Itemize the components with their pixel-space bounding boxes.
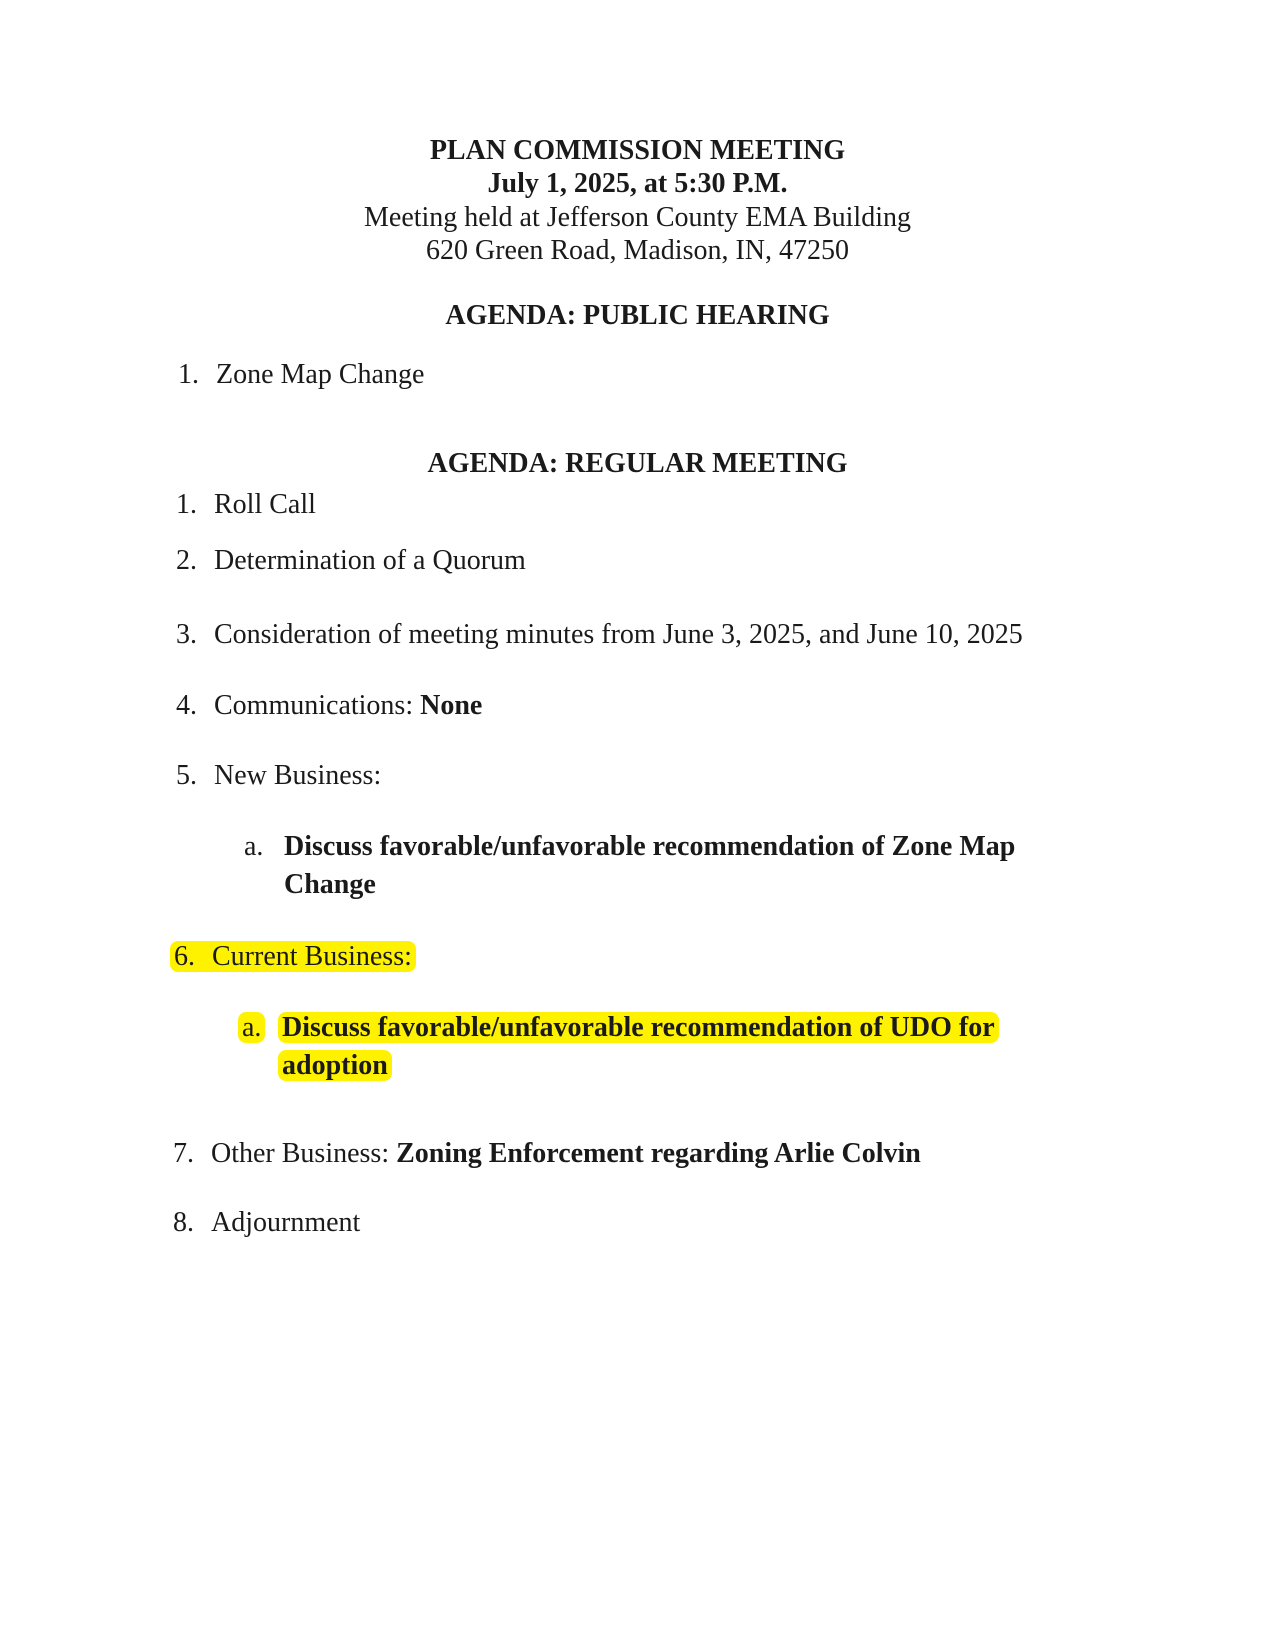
item-bold-text: Zoning Enforcement regarding Arlie Colvin: [396, 1138, 921, 1169]
item-number: 1.: [178, 359, 199, 390]
subitem-text: Discuss favorable/unfavorable recommendation of Zone Map Change: [284, 831, 1016, 900]
item-text: Consideration of meeting minutes from June 3, 2025, and June 10, 2025: [214, 619, 1023, 650]
item-text: Determination of a Quorum: [214, 545, 526, 576]
public-hearing-heading: AGENDA: PUBLIC HEARING: [445, 300, 830, 331]
regular-meeting-heading: AGENDA: REGULAR MEETING: [427, 448, 848, 479]
item-text: Communications:: [214, 690, 421, 721]
item-number: 4.: [176, 690, 197, 721]
highlight-mark: a.: [238, 1012, 265, 1043]
item-number: 3.: [176, 619, 197, 650]
subitem-text: [278, 1009, 998, 1085]
subitem-letter: [238, 1009, 265, 1047]
meeting-title: PLAN COMMISSION MEETING: [429, 135, 846, 166]
item-number: 1.: [176, 489, 197, 520]
public-hearing-item: [178, 358, 424, 392]
agenda-item-adjournment: [173, 1206, 360, 1240]
current-business-subitem: [238, 1009, 1058, 1089]
item-number: 8.: [173, 1207, 194, 1238]
agenda-item-roll-call: [176, 488, 316, 522]
new-business-subitem: [244, 828, 1064, 908]
meeting-address: 620 Green Road, Madison, IN, 47250: [425, 235, 850, 266]
item-number: 5.: [176, 760, 197, 791]
subitem-letter: a.: [244, 831, 264, 862]
meeting-venue: Meeting held at Jefferson County EMA Building: [364, 202, 911, 233]
item-text: New Business:: [214, 760, 382, 791]
agenda-item-current-business: [170, 940, 416, 974]
agenda-item-new-business: [176, 759, 381, 793]
agenda-item-minutes: [176, 618, 1023, 652]
item-number: 2.: [176, 545, 197, 576]
agenda-item-other-business: [173, 1137, 921, 1171]
item-text: Roll Call: [214, 489, 316, 520]
highlight-mark: Discuss favorable/unfavorable recommendation of UDO for adoption: [278, 1012, 999, 1081]
agenda-item-communications: [176, 689, 482, 723]
item-number: 6.: [174, 941, 195, 972]
item-text: Zone Map Change: [216, 359, 425, 390]
item-number: 7.: [173, 1138, 194, 1169]
item-text: Current Business:: [212, 941, 412, 972]
item-bold-text: None: [420, 690, 483, 721]
agenda-item-quorum: [176, 544, 526, 578]
meeting-date: July 1, 2025, at 5:30 P.M.: [487, 168, 788, 199]
highlight-mark: [170, 941, 416, 972]
item-text: Adjournment: [211, 1207, 361, 1238]
item-text: Other Business:: [211, 1138, 397, 1169]
